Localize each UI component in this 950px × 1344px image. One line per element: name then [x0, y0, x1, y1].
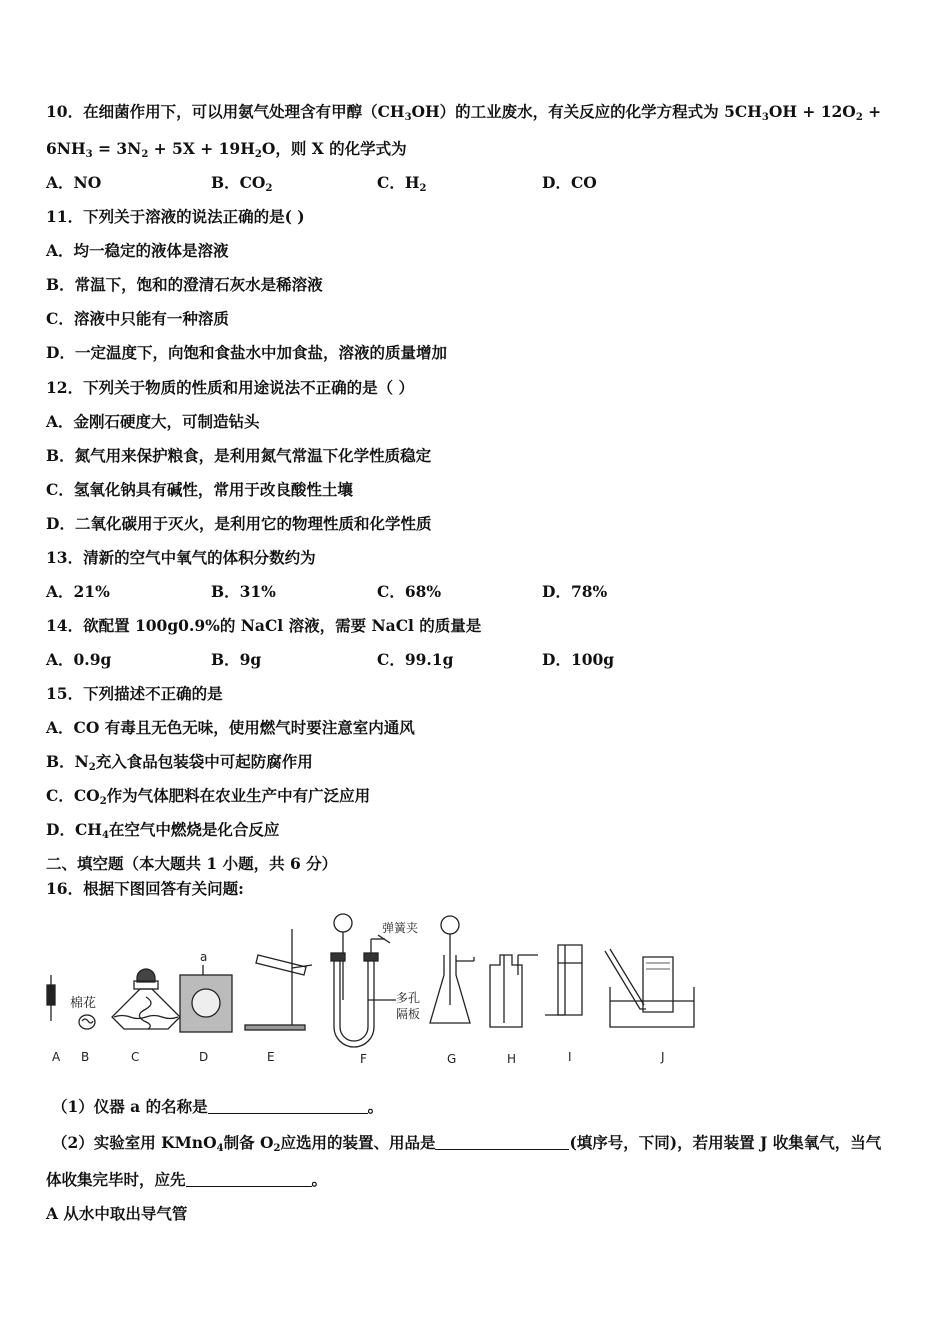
q10-option-c: C．$H_2$	[377, 173, 427, 194]
apparatus-b-cotton	[70, 995, 96, 1029]
letter-a: A	[52, 1050, 61, 1064]
q15-stem: 15．下列描述不正确的是	[46, 684, 223, 703]
q11-stem: 11．下列关于溶液的说法正确的是( )	[46, 207, 305, 226]
q13-option-c: C．68%	[377, 582, 442, 601]
svg-text:隔板: 隔板	[396, 1007, 421, 1021]
q13-option-d: D．78%	[542, 582, 608, 601]
letter-h: H	[507, 1052, 517, 1066]
q13-option-b: B．31%	[211, 582, 276, 601]
q12-option-d: D．二氧化碳用于灭火，是利用它的物理性质和化学性质	[46, 514, 432, 533]
q12-option-b: B．氮气用来保护粮食，是利用氮气常温下化学性质稳定	[46, 446, 432, 465]
q11-option-d: D．一定温度下，向饱和食盐水中加食盐，溶液的质量增加	[46, 343, 447, 362]
q15-option-a: A．CO 有毒且无色无味，使用燃气时要注意室内通风	[46, 718, 415, 737]
apparatus-e-iron-stand	[245, 929, 312, 1030]
q15-option-c: C．$CO_2$作为气体肥料在农业生产中有广泛应用	[46, 786, 371, 807]
q14-option-d: D．100g	[542, 650, 615, 669]
apparatus-d-wire-gauze	[180, 950, 232, 1032]
q11-option-b: B．常温下，饱和的澄清石灰水是稀溶液	[46, 275, 323, 294]
q10-option-d: D．CO	[542, 173, 597, 192]
letter-f: F	[360, 1052, 367, 1066]
q13-stem: 13．清新的空气中氧气的体积分数约为	[46, 548, 316, 567]
svg-text:棉花: 棉花	[70, 996, 97, 1011]
letter-g: G	[447, 1052, 457, 1066]
apparatus-c-alcohol-lamp	[112, 969, 180, 1029]
q11-option-a: A．均一稳定的液体是溶液	[46, 241, 229, 260]
svg-text:弹簧夹: 弹簧夹	[382, 921, 419, 935]
q16-part2-line1: （2）实验室用 KMnO$_4$制备 $O_2$应选用的装置、用品是 (填序号，下同)，若用装置 J 收集氧气，当气	[52, 1133, 882, 1154]
apparatus-h-gas-bottle	[490, 955, 538, 1027]
svg-text:a: a	[200, 950, 208, 964]
q16-part1: （1）仪器 a 的名称是 。	[52, 1097, 384, 1116]
q16-stem: 16．根据下图回答有关问题:	[46, 879, 244, 898]
answer-blank-2[interactable]	[435, 1133, 569, 1150]
letter-b: B	[81, 1050, 90, 1064]
letter-i: I	[568, 1050, 572, 1064]
q13-option-a: A．21%	[46, 582, 110, 601]
q12-option-a: A．金刚石硬度大，可制造钻头	[46, 412, 260, 431]
apparatus-a-stopper	[47, 975, 55, 1021]
q10-option-a: A．NO	[46, 173, 102, 192]
q15-option-d: D．$CH_4$在空气中燃烧是化合反应	[46, 820, 280, 841]
q10-stem-line1: 10．在细菌作用下，可以用氨气处理含有甲醇$(CH_3OH)$的工业废水，有关反应的化学方程式为 $5CH_3OH + 12O_2$ +	[46, 102, 882, 123]
q16-option-a: A 从水中取出导气管	[46, 1204, 188, 1223]
q14-option-c: C．99.1g	[377, 650, 454, 669]
letter-e: E	[267, 1050, 275, 1064]
apparatus-g-conical-flask	[430, 916, 474, 1023]
q10-option-b: B．$CO_2$	[211, 173, 273, 194]
letter-d: D	[199, 1050, 209, 1064]
apparatus-figure	[40, 905, 720, 1075]
q10-stem-line2: $6NH_3 = 3N_2 + 5X + 19H_2O$，则 X 的化学式为	[46, 139, 407, 160]
letter-c: C	[131, 1050, 140, 1064]
q11-option-c: C．溶液中只能有一种溶质	[46, 309, 229, 328]
q15-option-b: B．$N_2$充入食品包装袋中可起防腐作用	[46, 752, 313, 773]
q14-option-a: A．0.9g	[46, 650, 112, 669]
answer-blank-3[interactable]	[186, 1170, 312, 1187]
q12-stem: 12．下列关于物质的性质和用途说法不正确的是（ ）	[46, 378, 414, 397]
apparatus-i-bottle	[545, 945, 582, 1015]
q16-part2-line2: 体收集完毕时，应先 。	[46, 1170, 328, 1189]
apparatus-j-water-trough	[605, 949, 694, 1027]
q14-option-b: B．9g	[211, 650, 262, 669]
apparatus-letters	[52, 1050, 665, 1066]
answer-blank-1[interactable]	[208, 1097, 368, 1114]
apparatus-f-u-tube	[331, 914, 420, 1047]
section-title: 二、填空题（本大题共 1 小题，共 6 分）	[46, 854, 338, 873]
letter-j: J	[661, 1050, 665, 1064]
svg-text:多孔: 多孔	[396, 991, 421, 1005]
q12-option-c: C．氢氧化钠具有碱性，常用于改良酸性土壤	[46, 480, 353, 499]
q14-stem: 14．欲配置 100g0.9%的 NaCl 溶液，需要 NaCl 的质量是	[46, 616, 482, 635]
